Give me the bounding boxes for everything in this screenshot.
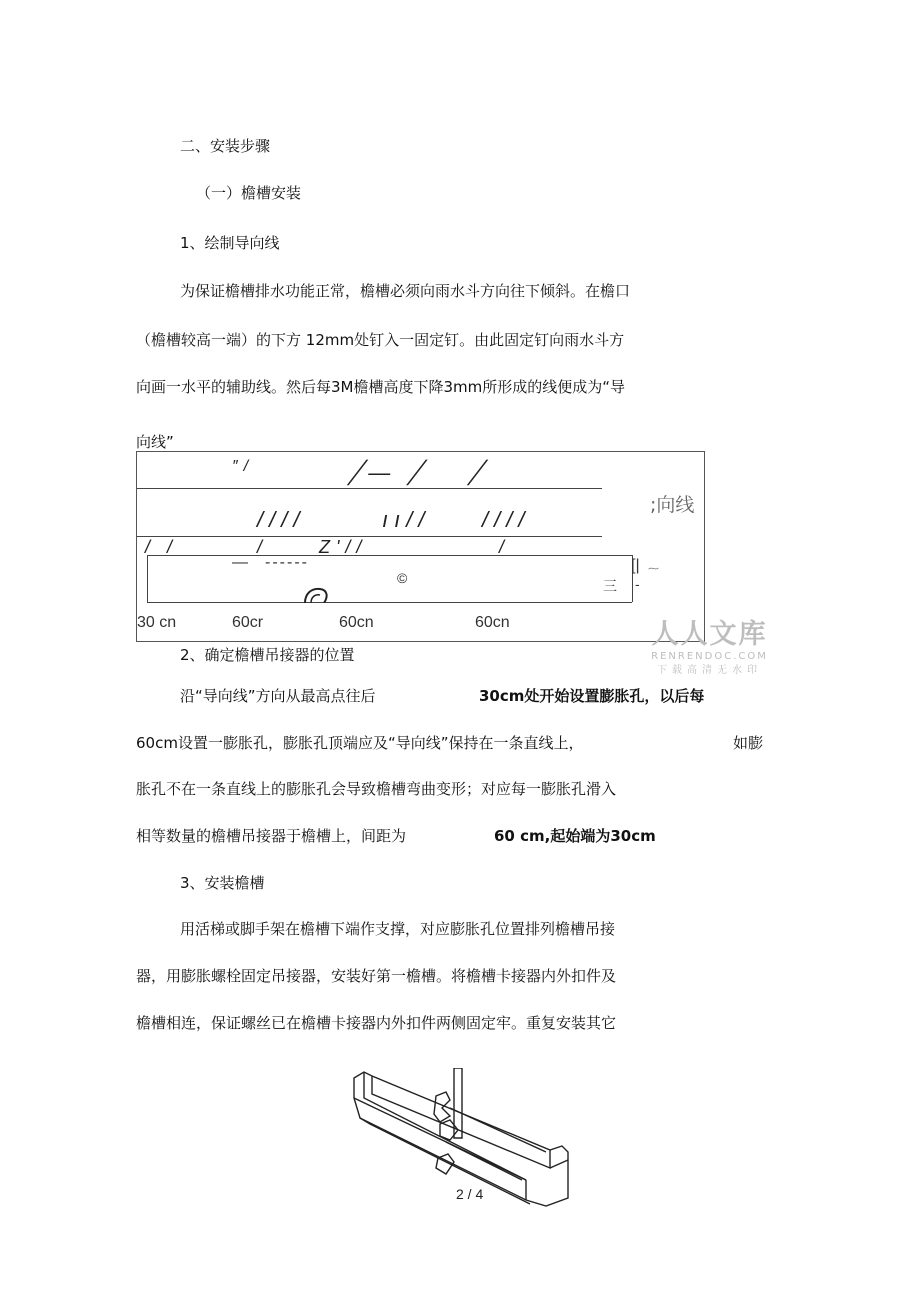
- step2-line-3: 胀孔不在一条直线上的膨胀孔会导致檐槽弯曲变形；对应每一膨胀孔滑入: [136, 780, 617, 798]
- gutter-bottom-edge: [147, 602, 632, 603]
- step1-line-2: （檐槽较高一端）的下方 12mm处钉入一固定钉。由此固定钉向雨水斗方: [136, 331, 625, 349]
- gutter-top-edge: [147, 555, 632, 556]
- hatch-marks: ıı//: [382, 507, 431, 532]
- diagram-line-1: [137, 488, 602, 489]
- distance-label: 60cn: [339, 614, 374, 631]
- step1-line-1: 为保证檐槽排水功能正常，檐槽必须向雨水斗方向往下倾斜。在檐口: [180, 282, 631, 300]
- step2-line-1b: 30cm处开始设置膨胀孔，以后每: [479, 687, 705, 705]
- watermark-title: 人人文库: [651, 619, 768, 650]
- hatch-marks: Z'//: [319, 537, 368, 557]
- hatch-marks: ////: [257, 507, 306, 532]
- diagram-dash: ------: [265, 554, 309, 571]
- step3-line-2: 器，用膨胀螺栓固定吊接器，安装好第一檐槽。将檐槽卡接器内外扣件及: [136, 967, 617, 985]
- distance-label: 60cn: [475, 614, 510, 631]
- section-heading: 二、安装步骤: [180, 137, 271, 155]
- subsection-heading: （一）檐槽安装: [196, 184, 302, 202]
- step2-title: 2、确定檐槽吊接器的位置: [180, 646, 355, 664]
- step2-line-4a: 相等数量的檐槽吊接器于檐槽上，间距为: [136, 827, 407, 845]
- diagram-line-2: [137, 536, 602, 537]
- diagram-mark: ╱— ╱: [349, 460, 428, 485]
- step1-title: 1、绘制导向线: [180, 234, 280, 252]
- hatch-marks: /: [257, 537, 269, 557]
- diagram-mark: 三: [603, 578, 617, 594]
- downspout-mark: [|: [631, 557, 640, 574]
- copyright-mark: ©: [397, 570, 408, 586]
- step3-line-3: 檐槽相连，保证螺丝已在檐槽卡接器内外扣件两侧固定牢。重复安装其它: [136, 1014, 617, 1032]
- step1-line-3: 向画一水平的辅助线。然后每3M檐槽高度下降3mm所形成的线便成为“导: [136, 378, 626, 396]
- diagram-mark: ╱: [469, 460, 489, 485]
- page-number: 2 / 4: [456, 1186, 484, 1202]
- step2-line-2a: 60cm设置一膨胀孔，膨胀孔顶端应及“导向线”保持在一条直线上，: [136, 734, 584, 752]
- fixing-nail-icon: [302, 587, 332, 603]
- diagram-mark: ″/: [232, 458, 255, 475]
- hatch-marks: / /: [145, 537, 179, 557]
- watermark-subtitle: 下载高清无水印: [657, 665, 762, 676]
- watermark-url: RENRENDOC.COM: [651, 651, 768, 662]
- diagram-dash: —: [232, 554, 248, 571]
- step3-title: 3、安装檐槽: [180, 874, 265, 892]
- watermark: [647, 620, 772, 678]
- step3-line-1: 用活梯或脚手架在檐槽下端作支撑，对应膨胀孔位置排列檐槽吊接: [180, 920, 616, 938]
- step1-line-4: 向线”: [136, 433, 174, 451]
- gutter-left-edge: [147, 555, 148, 602]
- distance-label: 30 cn: [137, 614, 177, 631]
- step2-line-1a: 沿“导向线”方向从最高点往后: [180, 687, 376, 705]
- step2-line-4b: 60 cm,起始端为30cm: [494, 827, 656, 845]
- distance-label: 60cr: [232, 614, 264, 631]
- guide-line-diagram: [136, 451, 705, 642]
- diagram-mark: -: [635, 576, 640, 592]
- leader-line-icon: ⁓: [648, 563, 659, 575]
- guide-line-label: ;向线: [650, 494, 695, 516]
- step2-line-2b: 如膨: [733, 734, 764, 752]
- hatch-marks: ////: [482, 507, 531, 532]
- hatch-marks: /: [499, 537, 511, 557]
